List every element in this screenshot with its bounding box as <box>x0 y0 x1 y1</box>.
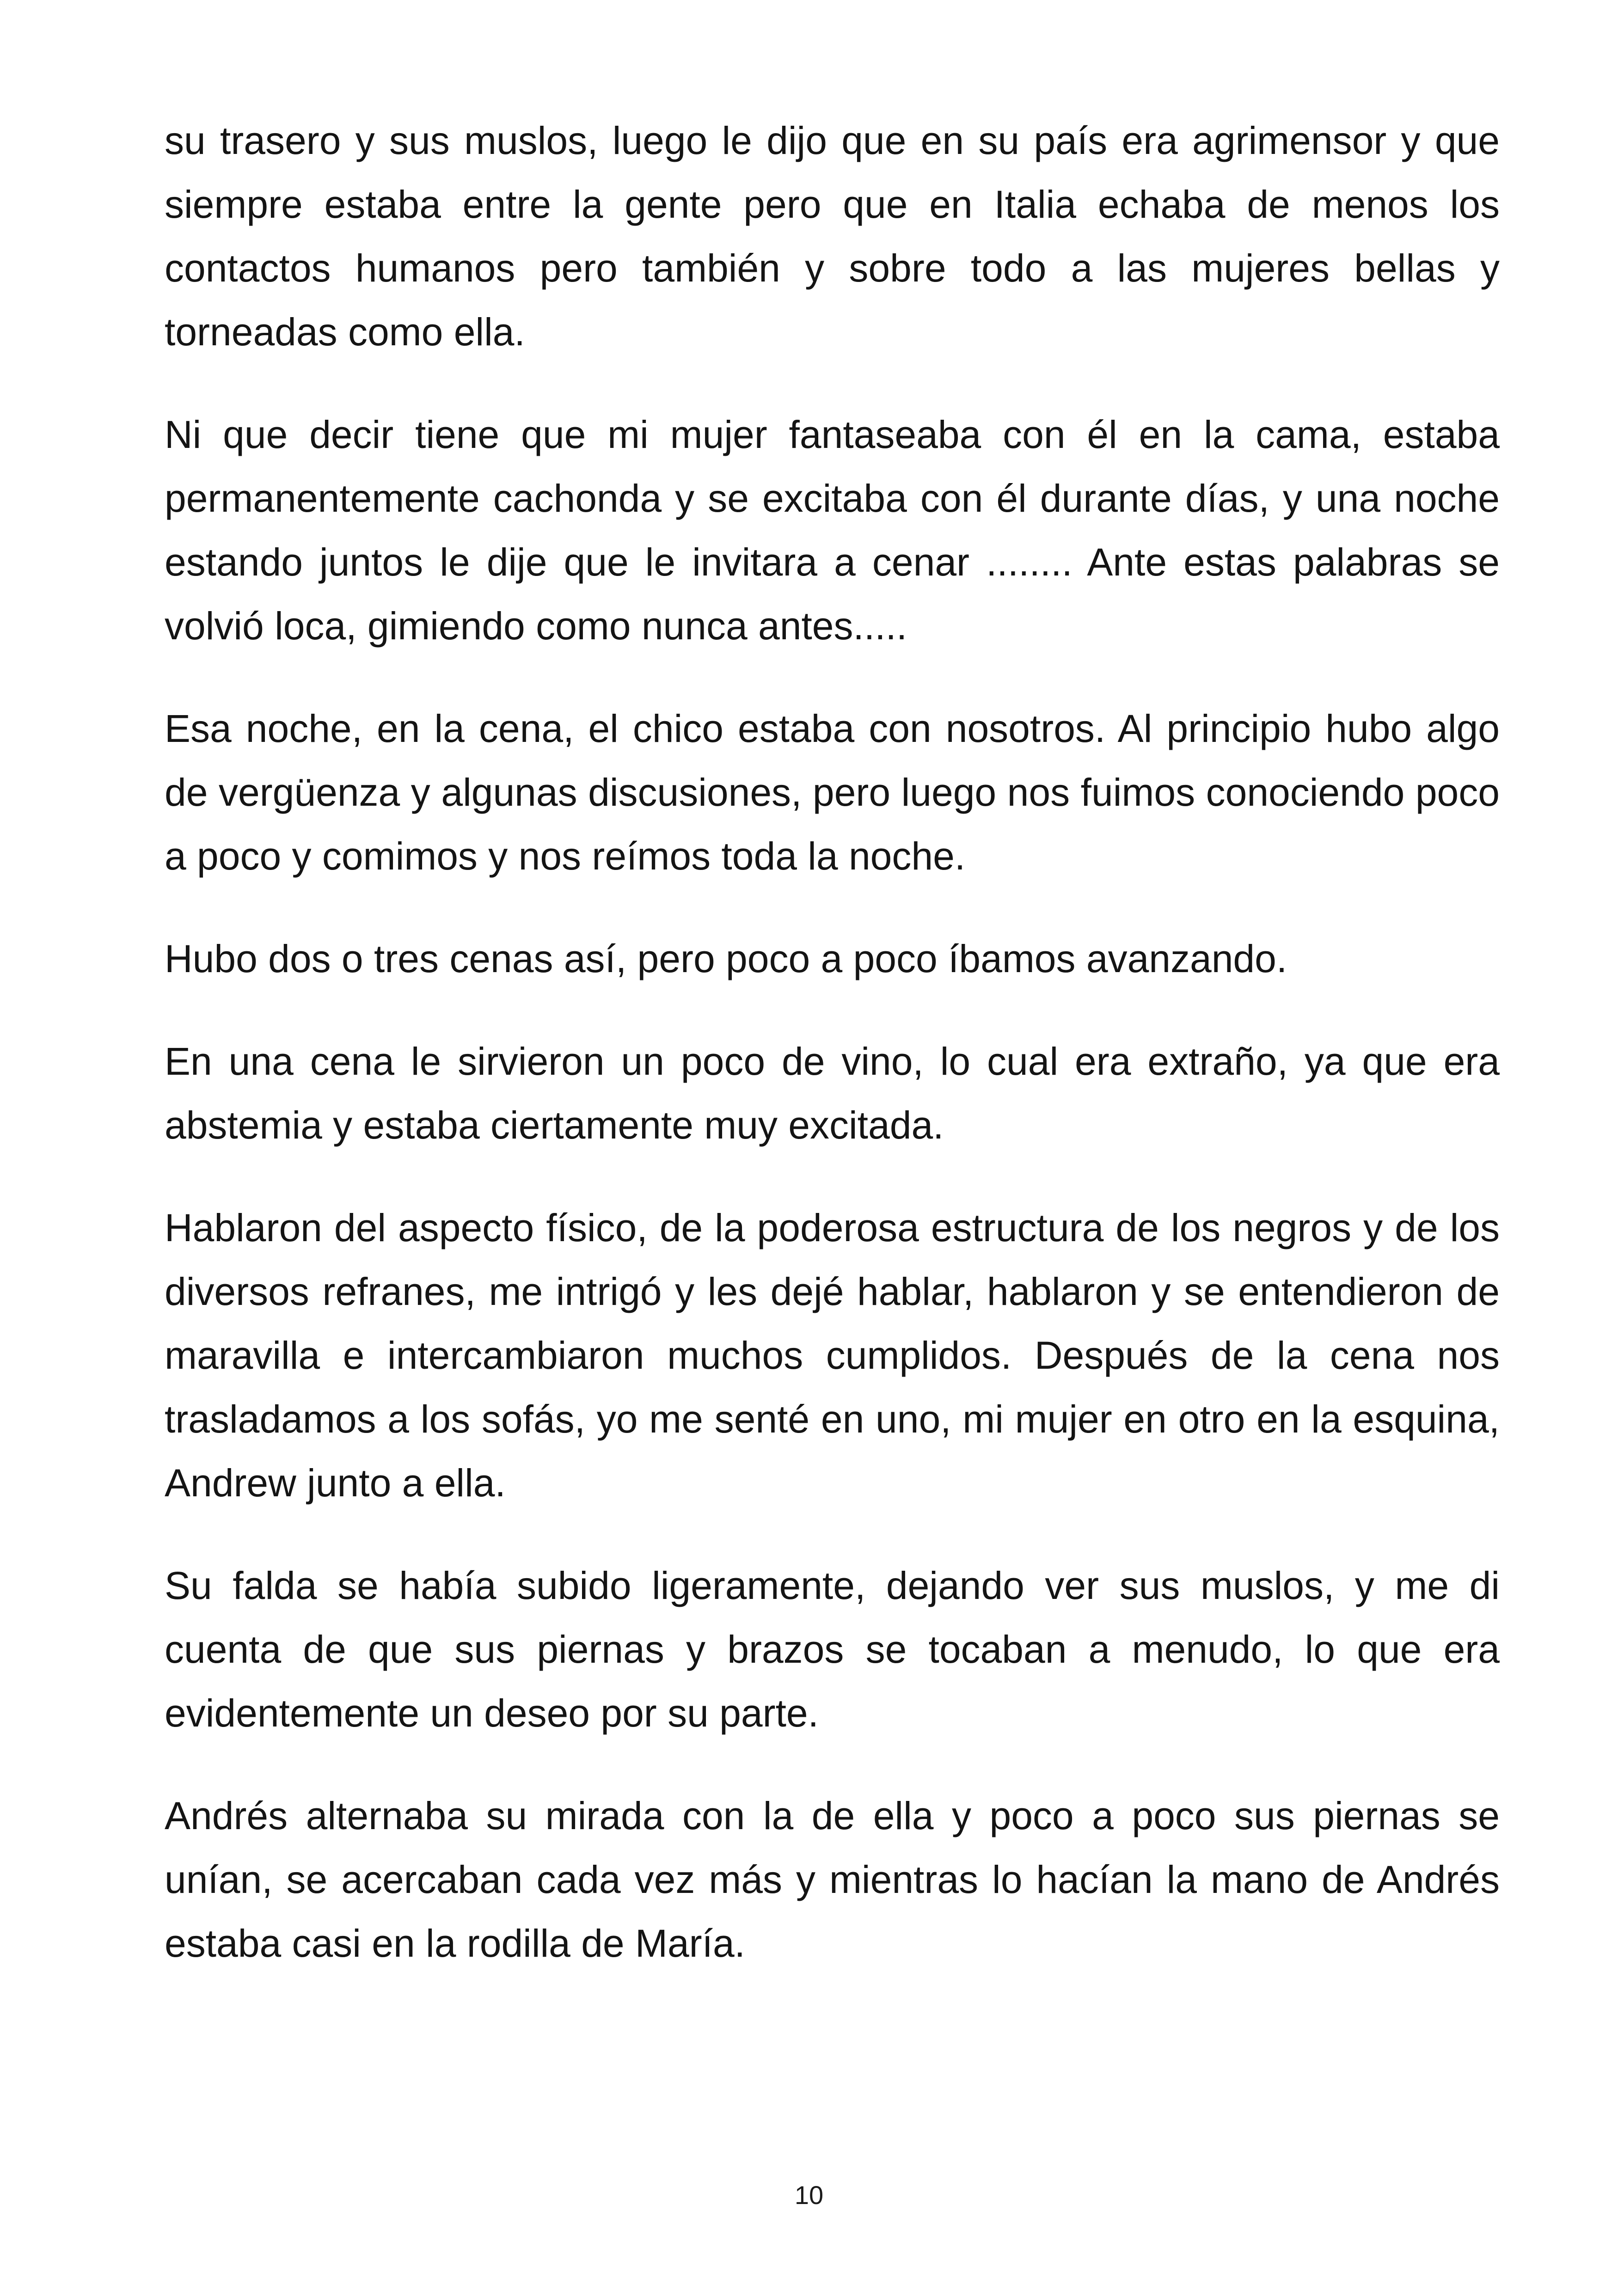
paragraph: su trasero y sus muslos, luego le dijo que en su país era agrimensor y que siempre estaba entre la gente pero que en Italia echaba de menos los contactos humanos pero también y sobre todo a las mujeres bellas y torneadas como ella. <box>165 119 1500 354</box>
paragraph: Ni que decir tiene que mi mujer fantaseaba con él en la cama, estaba permanentemente cachonda y se excitaba con él durante días, y una noche estando juntos le dije que le invitara a cenar ........ Ante estas palabras se volvió loca, gimiendo como nunca antes..... <box>165 413 1500 648</box>
paragraph: En una cena le sirvieron un poco de vino, lo cual era extraño, ya que era abstemia y estaba ciertamente muy excitada. <box>165 1040 1500 1147</box>
paragraph: Su falda se había subido ligeramente, dejando ver sus muslos, y me di cuenta de que sus piernas y brazos se tocaban a menudo, lo que era evidentemente un deseo por su parte. <box>165 1564 1500 1735</box>
paragraph: Esa noche, en la cena, el chico estaba con nosotros. Al principio hubo algo de vergüenza y algunas discusiones, pero luego nos fuimos conociendo poco a poco y comimos y nos reímos toda la noche. <box>165 707 1500 878</box>
body-text <box>165 109 1500 2014</box>
paragraph: Hablaron del aspecto físico, de la poderosa estructura de los negros y de los diversos refranes, me intrigó y les dejé hablar, hablaron y se entendieron de maravilla e intercambiaron muchos cumplidos. Después de la cena nos trasladamos a los sofás, yo me senté en uno, mi mujer en otro en la esquina, Andrew junto a ella. <box>165 1206 1500 1505</box>
paragraph: Hubo dos o tres cenas así, pero poco a poco íbamos avanzando. <box>165 937 1287 980</box>
paragraph: Andrés alternaba su mirada con la de ella y poco a poco sus piernas se unían, se acercaban cada vez más y mientras lo hacían la mano de Andrés estaba casi en la rodilla de María. <box>165 1794 1500 1965</box>
page-number: 10 <box>794 2180 824 2210</box>
